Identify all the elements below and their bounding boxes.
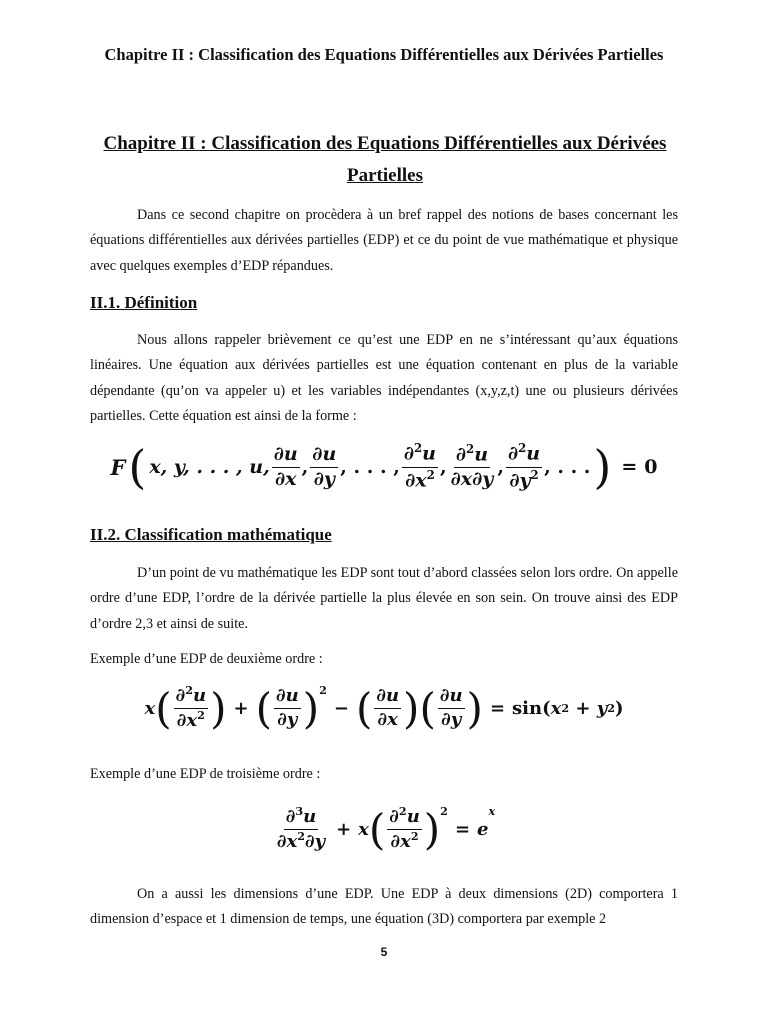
section-heading-classification: II.2. Classification mathématique: [90, 525, 332, 544]
intro-paragraph: Dans ce second chapitre on procèdera à un bref rappel des notions de bases concernant les équations différentielles aux dérivées partielles (EDP) et ce du point de vue mathématique et physique avec quelques exemples d’EDP répandues.: [90, 207, 678, 274]
page-number: 5: [380, 945, 388, 959]
third-order-equation: $\frac{\partial^3u}{\partial x^2\partial y}$ + x ( $\frac{\partial^2u}{\partial x^2}$ ) $^2$ = e x: [276, 805, 496, 854]
example-third-order-label: Exemple d’une EDP de troisième ordre :: [90, 766, 321, 782]
example-second-order-label: Exemple d’une EDP de deuxième ordre :: [90, 651, 323, 667]
chapter-title: Chapitre II : Classification des Equations Différentielles aux Dérivées Partielles: [103, 133, 667, 186]
section-heading-definition: II.1. Définition: [90, 293, 198, 312]
dimensions-paragraph: On a aussi les dimensions d’une EDP. Une EDP à deux dimensions (2D) comportera 1 dimension d’espace et 1 dimension de temps, une équation (3D) comportera par exemple 2: [90, 886, 678, 928]
definition-paragraph: Nous allons rappeler brièvement ce qu’est une EDP en ne s’intéressant qu’aux équations linéaires. Une équation aux dérivées partielles est une équation contenant en plus de la variable dépendante (qu’on va appeler u) et les variables indépendantes (x,y,z,t) une ou plusieurs dérivées partielles. Cette équation est ainsi de la forme :: [90, 332, 678, 424]
general-pde-equation: F ( x, y, . . . , u, $\frac{\partial u}{\partial x}$ , $\frac{\partial u}{\partial y}$ , . . . , $\frac{\partial^2u}{\partial x^2}$ , $\frac{\partial^2u}{\partial x\partial y}$ , $\frac{\partial^2u}{\partial y^2}$ , . . . ) = 0: [110, 440, 658, 494]
running-header: Chapitre II : Classification des Equations Différentielles aux Dérivées Partielles: [104, 45, 664, 64]
classification-paragraph: D’un point de vu mathématique les EDP sont tout d’abord classées selon lors ordre. On appelle ordre d’une EDP, l’ordre de la dérivée partielle la plus élevée en son sein. On trouve ainsi des EDP d’ordre 2,3 et ainsi de suite.: [90, 565, 678, 632]
second-order-equation: x ( $\frac{\partial^2u}{\partial x^2}$ ) + ( $\frac{\partial u}{\partial y}$ ) $^2$ − ( $\frac{\partial u}{\partial x}$ ) ( $\frac{\partial u}{\partial y}$ ) = sin( x 2 + y 2 ): [144, 684, 624, 733]
